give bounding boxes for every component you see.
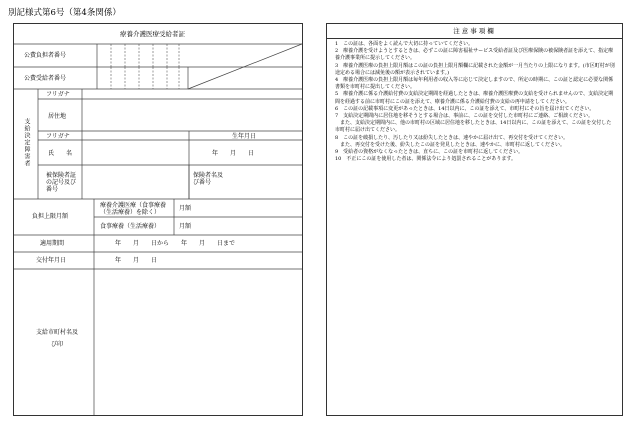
public-recipient-number-label: 公費受給者番号 [24, 75, 67, 82]
note-item: 7 支給決定期間内に居住地を移そうとする場合は、事前に、この証を交付した市町村にご連絡、ご相談ください。 [335, 113, 594, 120]
period-value: 年 月 日から 年 月 日まで [115, 240, 236, 247]
name-label: 氏 名 [48, 150, 73, 157]
birthdate-value: 年 月 日 [212, 150, 255, 157]
certificate-title: 療養介護医療受給者証 [120, 30, 185, 38]
birthdate-label: 生年月日 [232, 133, 257, 140]
furigana-label-name: フリガナ [46, 133, 70, 140]
meal-cost-label: 食事療養（生活療養） [100, 223, 161, 230]
address-label: 居住地 [48, 113, 67, 120]
note-item: 2 療養介護を受けようとするときは、必ずこの証に障害福祉サービス受給者証及び医療保険の被保険者証を添えて、指定療養介護事業所に提示してください。 [335, 48, 614, 62]
insured-code-label: 被保険者証の記号及び番号 [46, 172, 77, 193]
note-item: 6 この証の記載事項に変更があったときは、14日以内に、この証を添えて、市町村にその旨を届け出てください。 [335, 105, 595, 112]
insurer-number-label: 保険者名及び番号 [193, 172, 224, 186]
care-cost-label: 療養介護医療（食事療養（生活療養）を除く） [100, 202, 167, 216]
notes-panel [326, 23, 623, 416]
issue-date-label: 交付年月日 [36, 257, 67, 264]
issue-date-value: 年 月 日 [115, 257, 158, 264]
care-cost-monthly: 月額 [179, 205, 192, 212]
note-item: 3 療養介護医療の負担上限月額はこの証の負担上限月額欄に記載された金額が一月当たりの上限になります。(市区町村が別途定める場合には減免後の額が表示されています。) [335, 62, 615, 76]
period-label: 適用期間 [40, 240, 65, 247]
public-payer-number-label: 公費負担者番号 [24, 52, 67, 59]
note-item: 1 この証は、各面をよく読んで大切に持っていてください。 [335, 41, 474, 47]
note-item: 10 不正にこの証を使用した者は、関係法令により処罰されることがあります。 [335, 156, 516, 163]
municipality-label: 支給市町村名及び印 [35, 329, 78, 348]
notes-title: 注意事項欄 [327, 24, 622, 39]
meal-cost-monthly: 月額 [179, 223, 192, 230]
note-item: 8 この証を破損したり、汚したり又は紛失したときは、速やかに届け出て、再交付を受けてください。 [335, 134, 569, 141]
recipient-certificate [13, 23, 303, 416]
notes-list [335, 41, 615, 163]
note-item: 5 療養介護に係る介護給付費の支給決定期間を経過したときは、療養介護医療費の支給を受けられませんので、支給決定期間を経過する前に市町村にこの証を添えて、療養介護に係る介護給付費の支給の再申請をしてください。 [335, 91, 614, 105]
burden-limit-label: 負担上限月額 [32, 213, 69, 220]
furigana-label-top: フリガナ [46, 91, 70, 98]
note-item: 4 療養介護医療の負担上限月額は毎年利用者の収入等に応じて決定しますので、所定の時期に、この証と認定に必要な関係書類を市町村に提出してください。 [335, 77, 614, 91]
note-item: 9 受給者の資格がなくなったときは、直ちに、この証を市町村に返してください。 [335, 149, 524, 156]
note-item: また、支給決定期間内に、他の市町村の区域に居住地を移したときは、14日以内に、この証を添えて、この証を交付した市町村に届け出てください。 [335, 120, 612, 134]
section-label-recipient: 支給決定障害者 [23, 118, 30, 167]
note-item: また、再交付を受けた後、紛失したこの証を発見したときは、速やかに、市町村に返してください。 [335, 141, 566, 148]
form-caption: 別記様式第6号（第4条関係） [8, 8, 121, 18]
